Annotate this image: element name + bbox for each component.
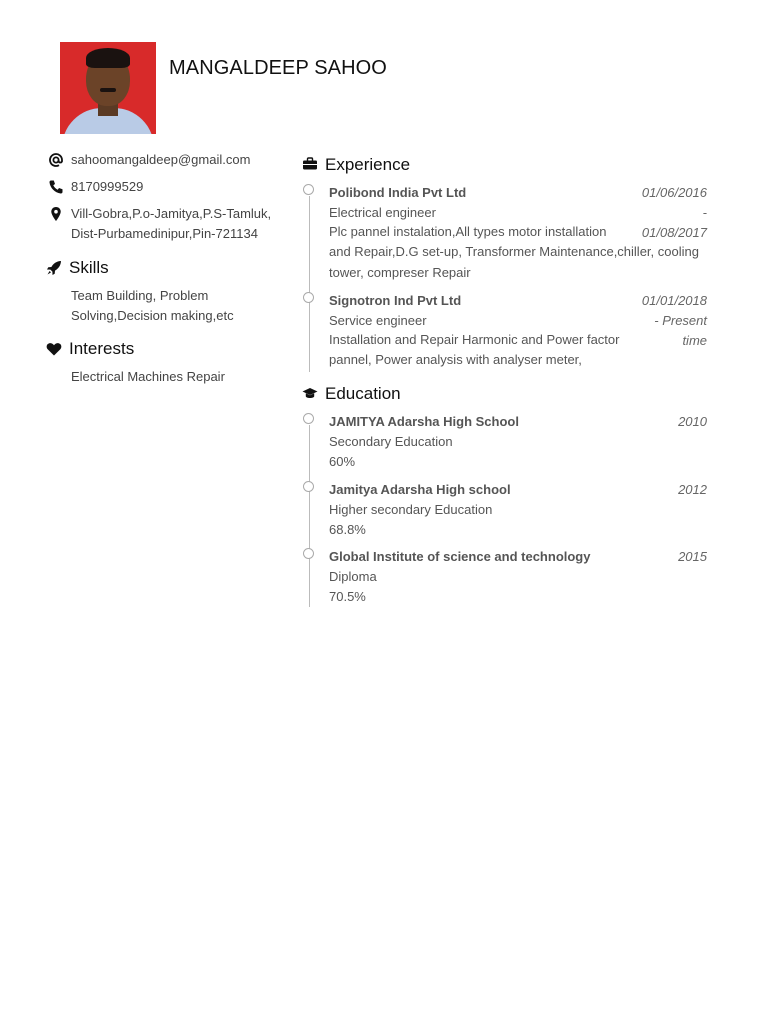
candidate-name: MANGALDEEP SAHOO — [169, 57, 387, 79]
experience-role: Service engineer — [329, 313, 427, 328]
education-heading: Education — [325, 384, 401, 403]
address-line-1: Vill-Gobra,P.o-Jamitya,P.S-Tamluk, — [71, 206, 272, 221]
experience-desc-line: Plc pannel instalation,All types motor installation — [329, 224, 607, 239]
address-line-2: Dist-Purbamedinipur,Pin-721134 — [71, 226, 258, 241]
phone-text: 8170999529 — [71, 179, 144, 194]
email-text: sahoomangaldeep@gmail.com — [71, 152, 251, 167]
education-score: 70.5% — [329, 589, 366, 604]
experience-company: Polibond India Pvt Ltd — [329, 185, 467, 200]
interests-heading: Interests — [69, 339, 135, 358]
experience-company: Signotron Ind Pvt Ltd — [329, 293, 462, 308]
experience-desc-line: Installation and Repair Harmonic and Power factor — [329, 332, 620, 347]
graduation-cap-icon — [302, 385, 318, 401]
experience-desc-line: tower, compreser Repair — [329, 265, 471, 280]
education-school: Jamitya Adarsha High school — [329, 482, 511, 497]
education-score: 68.8% — [329, 522, 366, 537]
heart-icon — [46, 341, 62, 357]
rocket-icon — [46, 260, 62, 276]
skills-heading: Skills — [69, 258, 109, 277]
at-icon — [48, 152, 64, 168]
experience-date: - Present — [654, 313, 707, 328]
timeline-dot — [303, 292, 314, 303]
map-pin-icon — [48, 206, 64, 222]
education-year: 2010 — [678, 414, 707, 429]
timeline-dot — [303, 548, 314, 559]
experience-date: time — [682, 333, 707, 348]
experience-date: 01/06/2016 — [641, 185, 707, 200]
timeline-dot — [303, 184, 314, 195]
experience-date: 01/08/2017 — [641, 225, 707, 240]
experience-date: 01/01/2018 — [641, 293, 707, 308]
education-school: Global Institute of science and technology — [329, 549, 591, 564]
phone-icon — [48, 179, 64, 195]
experience-date: - — [702, 205, 707, 220]
education-level: Secondary Education — [329, 434, 453, 449]
education-score: 60% — [329, 454, 356, 469]
education-year: 2015 — [678, 549, 707, 564]
profile-photo — [60, 42, 156, 134]
education-level: Diploma — [329, 569, 377, 584]
education-timeline-line — [309, 425, 310, 607]
skills-line-1: Team Building, Problem — [71, 288, 209, 303]
education-level: Higher secondary Education — [329, 502, 493, 517]
experience-timeline-line — [309, 196, 310, 372]
interests-text: Electrical Machines Repair — [71, 369, 225, 384]
experience-desc-line: and Repair,D.G set-up, Transformer Maintenance,chiller, cooling — [329, 244, 699, 259]
briefcase-icon — [302, 156, 318, 172]
experience-desc-line: pannel, Power analysis with analyser meter, — [329, 352, 582, 367]
skills-line-2: Solving,Decision making,etc — [71, 308, 234, 323]
experience-role: Electrical engineer — [329, 205, 436, 220]
timeline-dot — [303, 481, 314, 492]
experience-heading: Experience — [325, 155, 411, 174]
timeline-dot — [303, 413, 314, 424]
education-year: 2012 — [678, 482, 707, 497]
education-school: JAMITYA Adarsha High School — [329, 414, 519, 429]
